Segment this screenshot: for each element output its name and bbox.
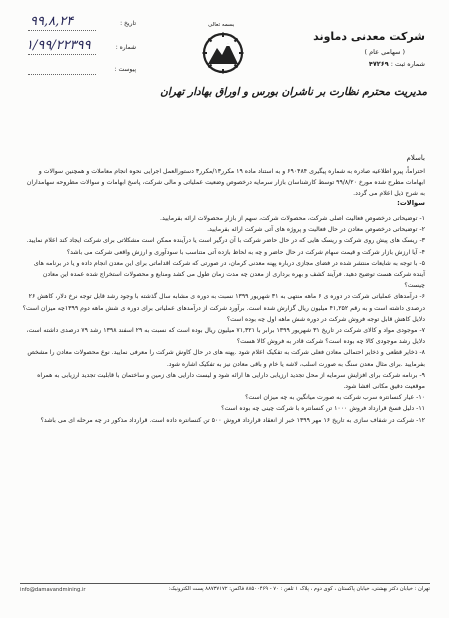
question-item: ۷- موجودی مواد و کالای شرکت در تاریخ ۳۱ شهریور ۱۳۹۹ برابر با ۷۱,۳۲۱ میلیون ریال بوده است که نسبت به ۲۹ اسفند ۱۳۹۸ رشد ۷۹ درصدی داشته است، دلایل رشد موجودی کالا چه بوده است؟ شرکت قادر به فروش کالا هست؟ xyxy=(26,327,425,346)
question-item: ۶- درآمدهای عملیاتی شرکت در دوره ی ۶ ماهه منتهی به ۳۱ شهریور ۱۳۹۹ نسبت به دوره ی مشابه سال گذشته با وجود رشد قابل توجه نرخ دلار، کاهش ۲۶ درصدی داشته است و به رقم ۴۱,۲۵۲ میلیون ریال گزارش شده است. برآورد شرکت از درآمدهای عملیاتی برای دوره ی شش ماهه دوم ۱۳۹۹چه میزان است؟ دلایل کاهش قابل توجه فروش شرکت در دوره شش ماهه اول چه بوده است؟ xyxy=(22,293,425,323)
date-label: تاریخ : xyxy=(120,20,136,27)
handwritten-date: ۹۹,۸,۲۴ xyxy=(30,14,74,29)
bismillah: بسمه تعالی xyxy=(208,22,235,28)
date-underline xyxy=(28,30,96,31)
question-item: ۵- با توجه به شایعات منتشر شده در فضای مجازی درباره پهنه معدنی کرمان، در صورتی که شرکت اقداماتی برای این معدن انجام داده و یا در برنامه های آینده شرکت هست توضیح دهید. فرآیند کشف و بهره برداری از معدن چه مدت زمان طول می کشد ومنابع و محصولات استخراج شده عمده این معادن چیست؟ xyxy=(33,259,425,290)
registration-line xyxy=(369,60,425,68)
registration-number: ۴۷۲۶۹ xyxy=(368,60,389,68)
company-logo-icon xyxy=(200,32,246,74)
questions-title: سوالات: xyxy=(397,199,425,207)
question-item: ۱- توضیحاتی درخصوص فعالیت اصلی شرکت، محصولات شرکت، سهم از بازار محصولات ارائه بفرمایید. xyxy=(160,215,425,222)
intro-paragraph: احتراماً، پیرو اطلاعیه صادره به شماره پیگیری ۶۹۰۴۸۴ و به استناد ماده ۱۹ مکرر۱۳/مکرر۳ دستورالعمل اجرایی نحوه انجام معاملات و همچنین سوالات و ابهامات مطرح شده مورخ ۹۹/۸/۲۰ توسط کارشناسان بازار سرمایه درخصوص وضعیت عملیاتی و مالی شرکت، پاسخ ابهامات و سوالات مطروحه سهامداران به شرح ذیل اعلام می گردد. xyxy=(26,168,425,198)
company-name: شرکت معدنی دماوند xyxy=(313,30,425,43)
attachment-underline xyxy=(28,74,96,75)
number-label: شماره : xyxy=(115,44,136,51)
question-item: ۱۰- عیار کنسانتره سرب شرکت به صورت میانگین به چه میزان است؟ xyxy=(245,394,425,402)
question-item: ۸- ذخایر قطعی و ذخایر احتمالی معادن فعلی شرکت به تفکیک اعلام شود .پهنه های در حال کاوش شرکت را معرفی نمایید. نوع محصولات معادن را مشخص بفرمایید .برای مثال معدن سنگ به صورت اسلب، لاشه یا خام و باقی معادن نیز به تفکیک اشاره شود. xyxy=(27,349,425,368)
question-item: ۴- آیا ارزش بازار شرکت و قیمت سهام شرکت در حال حاضر و چه به لحاظ بازده آتی متناسب با سودآوری و ارزش واقعی شرکت می باشد؟ xyxy=(66,248,425,256)
questions-list xyxy=(21,213,425,426)
question-item: ۱۲- شرکت در شفاف سازی به تاریخ ۱۶ مهر ۱۳۹۹ خبر از انعقاد قرارداد فروش ۵۰۰ تن کنسانتره داده است. قرارداد مذکور در چه مرحله ای می باشد؟ xyxy=(40,416,425,424)
question-item: ۱۱- دلیل فسخ قرارداد فروش ۱۰۰۰ تن کنسانتره با شرکت چینی چه بوده است؟ xyxy=(221,405,425,413)
attachment-label: پیوست : xyxy=(114,66,136,73)
question-item: ۳- ریسک های پیش روی شرکت و ریسک هایی که در حال حاضر شرکت با آن درگیر است یا درآینده ممکن است مشکلاتی برای شرکت ایجاد کند اعلام نمایید. xyxy=(26,237,425,245)
footer-address: تهران : خیابان دکتر بهشتی، خیابان پاکستان ، کوی دوم ، پلاک ۱ تلفن : ۷۰ - ۸۸۵۰۰۴۶۹ فاکس: ۸۸۷۳۷۱۷۲ پست الکترونیک: xyxy=(168,586,430,592)
company-type: ( سهامی عام ) xyxy=(364,48,405,56)
question-item: ۹- برنامه شرکت برای افزایش سرمایه از محل تجدید ارزیابی دارایی ها ارائه شود و لیست دارایی های زمین و ساختمان با قابلیت تجدید ارزیابی به همراه موقعیت دقیق مکانی افشا شود. xyxy=(37,371,425,391)
footer-divider xyxy=(20,583,430,584)
number-underline xyxy=(28,54,96,55)
salutation: باسلام xyxy=(406,154,425,162)
recipient-heading: مدیریت محترم نظارت بر ناشران بورس و اوراق بهادار تهران xyxy=(160,86,427,98)
question-item: ۲- توضیحاتی درخصوص معادن در حال فعالیت و پروژه های آتی شرکت ارائه بفرمایید. xyxy=(207,226,425,234)
registration-label: شماره ثبت : xyxy=(390,60,425,68)
handwritten-number: ۱/۹۹/۲۲۳۹۹ xyxy=(26,38,91,53)
footer-email: info@damavandmining.ir xyxy=(20,587,86,593)
